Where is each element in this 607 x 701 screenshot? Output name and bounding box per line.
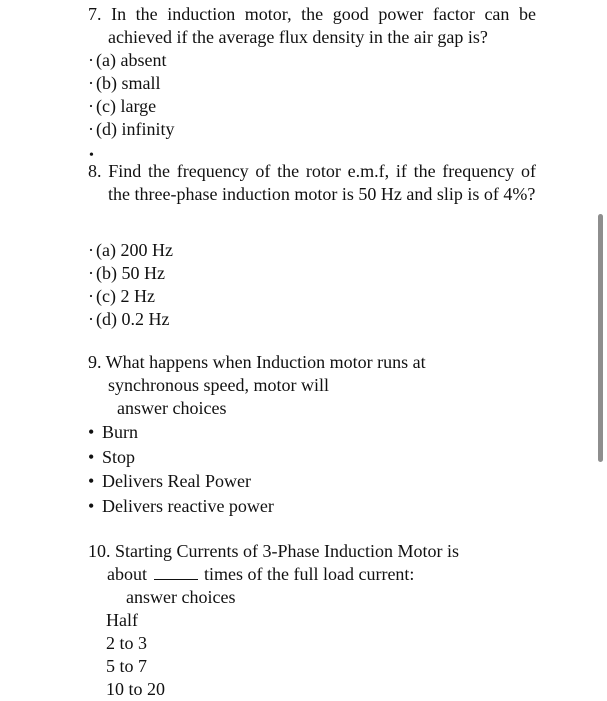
option-item[interactable]: · (d) 0.2 Hz	[88, 309, 170, 329]
fill-in-blank	[154, 563, 198, 580]
question-8-options	[88, 239, 173, 331]
question-7-stem: 7. In the induction motor, the good power factor can be achieved if the average flux density in the air gap is?	[88, 4, 536, 47]
separator-dot: •	[89, 148, 94, 163]
question-8-stem: 8. Find the frequency of the rotor e.m.f, if the frequency of the three-phase induction motor is 50 Hz and slip is of 4%?	[88, 161, 536, 204]
option-item[interactable]: · (b) 50 Hz	[88, 263, 165, 283]
question-9	[88, 351, 426, 519]
option-item[interactable]: · (b) small	[88, 73, 161, 93]
answer-choices-label: answer choices	[117, 398, 227, 418]
choice-item[interactable]: 2 to 3	[106, 633, 148, 653]
choice-item[interactable]: Half	[106, 610, 138, 630]
option-item[interactable]: · (c) large	[88, 96, 157, 116]
question-9-line2: synchronous speed, motor will	[108, 375, 329, 395]
choice-item[interactable]: • Delivers Real Power	[88, 471, 251, 491]
question-9-line1: 9. What happens when Induction motor runs at	[88, 352, 426, 372]
question-8	[88, 160, 536, 206]
option-item[interactable]: · (c) 2 Hz	[88, 286, 155, 306]
choice-item[interactable]: • Stop	[88, 446, 136, 467]
option-item[interactable]: · (a) 200 Hz	[88, 240, 173, 260]
question-10	[88, 540, 459, 701]
scrollbar[interactable]	[598, 214, 603, 462]
question-10-line1: 10. Starting Currents of 3-Phase Induction Motor is	[88, 541, 459, 561]
question-9-choices	[88, 421, 426, 519]
option-item[interactable]: · (a) absent	[88, 50, 167, 70]
choice-item[interactable]: • Delivers reactive power	[88, 495, 274, 516]
choice-item[interactable]: 10 to 20	[106, 679, 166, 699]
option-item[interactable]: · (d) infinity	[88, 119, 175, 139]
question-7	[88, 3, 536, 49]
question-10-line2: about times of the full load current:	[107, 564, 415, 584]
choice-item[interactable]: 5 to 7	[106, 656, 148, 676]
choice-item[interactable]: • Burn	[88, 422, 138, 442]
question-7-options	[88, 49, 175, 141]
answer-choices-label: answer choices	[126, 587, 236, 607]
